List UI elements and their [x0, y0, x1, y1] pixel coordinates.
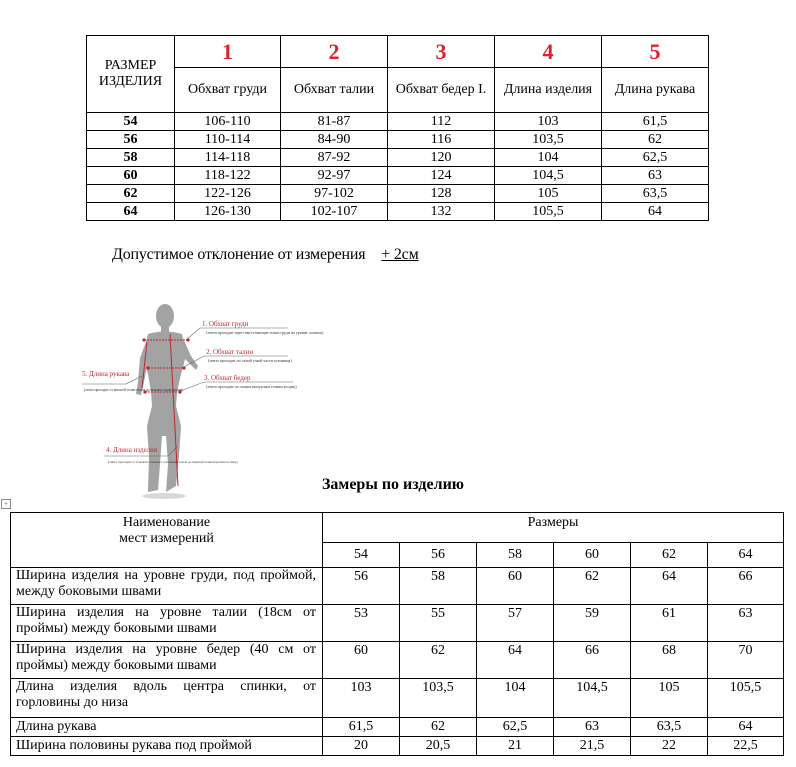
size-row [87, 185, 709, 203]
value-cell: 124 [388, 167, 495, 185]
value-cell: 106-110 [175, 113, 281, 131]
length-note: (лента проходит от бокового шейного основания плеча до нижней точки изделия по низу) [108, 460, 238, 464]
measurement-value: 58 [400, 568, 477, 605]
value-cell: 81-87 [281, 113, 388, 131]
column-header: Обхват бедер I. [388, 68, 495, 113]
value-cell: 112 [388, 113, 495, 131]
measurement-value: 53 [323, 605, 400, 642]
measurement-row [11, 718, 784, 737]
measurement-name: Ширина изделия на уровне бедер (40 см от проймы) между боковыми швами [11, 642, 323, 679]
measurement-value: 60 [477, 568, 554, 605]
measurement-value: 62 [400, 718, 477, 737]
leader-lines [82, 328, 293, 456]
measurement-value: 59 [554, 605, 631, 642]
size-row [87, 203, 709, 221]
measurement-value: 105,5 [708, 679, 784, 718]
tolerance-value: + 2см [381, 246, 419, 263]
value-cell: 64 [602, 203, 709, 221]
measurement-value: 56 [323, 568, 400, 605]
size-cell: 60 [87, 167, 175, 185]
size-cell: 62 [87, 185, 175, 203]
measurement-value: 22 [631, 737, 708, 756]
column-number: 2 [281, 36, 388, 68]
value-cell: 62 [602, 131, 709, 149]
value-cell: 118-122 [175, 167, 281, 185]
size-row [87, 113, 709, 131]
measurement-row [11, 605, 784, 642]
measurement-value: 62,5 [477, 718, 554, 737]
measurement-value: 20 [323, 737, 400, 756]
size-column-header: 62 [631, 543, 708, 568]
column-number: 4 [495, 36, 602, 68]
size-row [87, 149, 709, 167]
value-cell: 63 [602, 167, 709, 185]
value-cell: 105 [495, 185, 602, 203]
length-label: 4. Длина изделия [106, 446, 158, 454]
measurement-name: Ширина изделия на уровне талии (18см от проймы) между боковыми швами [11, 605, 323, 642]
tolerance-note [112, 246, 419, 264]
column-number: 3 [388, 36, 495, 68]
value-cell: 104,5 [495, 167, 602, 185]
value-cell: 110-114 [175, 131, 281, 149]
value-cell: 97-102 [281, 185, 388, 203]
value-cell: 132 [388, 203, 495, 221]
value-cell: 105,5 [495, 203, 602, 221]
measurements-table [10, 512, 784, 756]
value-cell: 128 [388, 185, 495, 203]
measurement-name: Длина рукава [11, 718, 323, 737]
size-cell: 64 [87, 203, 175, 221]
column-header: Длина изделия [495, 68, 602, 113]
measurements-title: Замеры по изделию [321, 476, 465, 493]
column-number: 5 [602, 36, 709, 68]
body-silhouette [136, 304, 198, 499]
measurement-value: 62 [400, 642, 477, 679]
size-table [86, 35, 709, 221]
measurement-value: 63,5 [631, 718, 708, 737]
measurement-value: 105 [631, 679, 708, 718]
value-cell: 126-130 [175, 203, 281, 221]
measurement-value: 103 [323, 679, 400, 718]
value-cell: 62,5 [602, 149, 709, 167]
size-header: РАЗМЕР ИЗДЕЛИЯ [87, 36, 175, 113]
size-cell: 54 [87, 113, 175, 131]
hips-label: 3. Обхват бедер [204, 374, 251, 382]
chest-label: 1. Обхват груди [202, 320, 249, 328]
size-row [87, 131, 709, 149]
value-cell: 104 [495, 149, 602, 167]
measurement-value: 61 [631, 605, 708, 642]
measurement-value: 57 [477, 605, 554, 642]
measurement-value: 103,5 [400, 679, 477, 718]
value-cell: 61,5 [602, 113, 709, 131]
sizes-header: Размеры [323, 513, 784, 543]
measurement-value: 70 [708, 642, 784, 679]
size-cell: 58 [87, 149, 175, 167]
value-cell: 116 [388, 131, 495, 149]
measurement-value: 61,5 [323, 718, 400, 737]
tolerance-text: Допустимое отклонение от измерения [112, 246, 366, 263]
measurements-body [11, 568, 784, 756]
value-cell: 103 [495, 113, 602, 131]
chest-note: (лента проходит через выступающие точки груди на уровне лопаток) [206, 330, 324, 335]
size-table-body [87, 113, 709, 221]
measurement-row [11, 642, 784, 679]
name-header: Наименование мест измерений [11, 513, 323, 568]
measurement-value: 64 [631, 568, 708, 605]
measurement-value: 104,5 [554, 679, 631, 718]
value-cell: 122-126 [175, 185, 281, 203]
size-column-header: 60 [554, 543, 631, 568]
column-header: Обхват груди [175, 68, 281, 113]
body-measurement-figure [78, 296, 324, 500]
size-column-header: 56 [400, 543, 477, 568]
measurement-value: 104 [477, 679, 554, 718]
measurement-name: Ширина изделия на уровне груди, под проймой, между боковыми швами [11, 568, 323, 605]
measurement-value: 68 [631, 642, 708, 679]
size-row [87, 167, 709, 185]
size-column-header: 64 [708, 543, 784, 568]
value-cell: 63,5 [602, 185, 709, 203]
measurement-row [11, 679, 784, 718]
measurement-value: 63 [554, 718, 631, 737]
measurement-value: 62 [554, 568, 631, 605]
sleeve-note: (лента проходит от высшей точки плеча до нижнего края рукава) [84, 388, 184, 392]
measurement-value: 63 [708, 605, 784, 642]
measurement-value: 55 [400, 605, 477, 642]
column-header: Обхват талии [281, 68, 388, 113]
measurement-value: 66 [708, 568, 784, 605]
value-cell: 87-92 [281, 149, 388, 167]
waist-note: (лента проходит по самой узкой части туловища) [208, 358, 292, 363]
value-cell: 120 [388, 149, 495, 167]
hips-note: (лента проходит по самым выпуклым точкам ягодиц) [206, 384, 297, 389]
value-cell: 114-118 [175, 149, 281, 167]
value-cell: 103,5 [495, 131, 602, 149]
table-move-handle-icon[interactable]: + [1, 499, 11, 509]
size-cell: 56 [87, 131, 175, 149]
column-number: 1 [175, 36, 281, 68]
measurement-value: 64 [477, 642, 554, 679]
waist-label: 2. Обхват талии [206, 348, 254, 356]
measurement-value: 20,5 [400, 737, 477, 756]
measurement-value: 64 [708, 718, 784, 737]
measurement-row [11, 737, 784, 756]
measurement-value: 22,5 [708, 737, 784, 756]
measurement-value: 66 [554, 642, 631, 679]
measurement-name: Ширина половины рукава под проймой [11, 737, 323, 756]
measurement-value: 21 [477, 737, 554, 756]
measurement-value: 60 [323, 642, 400, 679]
measurement-value: 21,5 [554, 737, 631, 756]
measurement-name: Длина изделия вдоль центра спинки, от горловины до низа [11, 679, 323, 718]
measurement-row [11, 568, 784, 605]
size-column-header: 54 [323, 543, 400, 568]
column-header: Длина рукава [602, 68, 709, 113]
value-cell: 102-107 [281, 203, 388, 221]
sleeve-label: 5. Длина рукава [82, 370, 130, 378]
value-cell: 84-90 [281, 131, 388, 149]
size-column-header: 58 [477, 543, 554, 568]
value-cell: 92-97 [281, 167, 388, 185]
